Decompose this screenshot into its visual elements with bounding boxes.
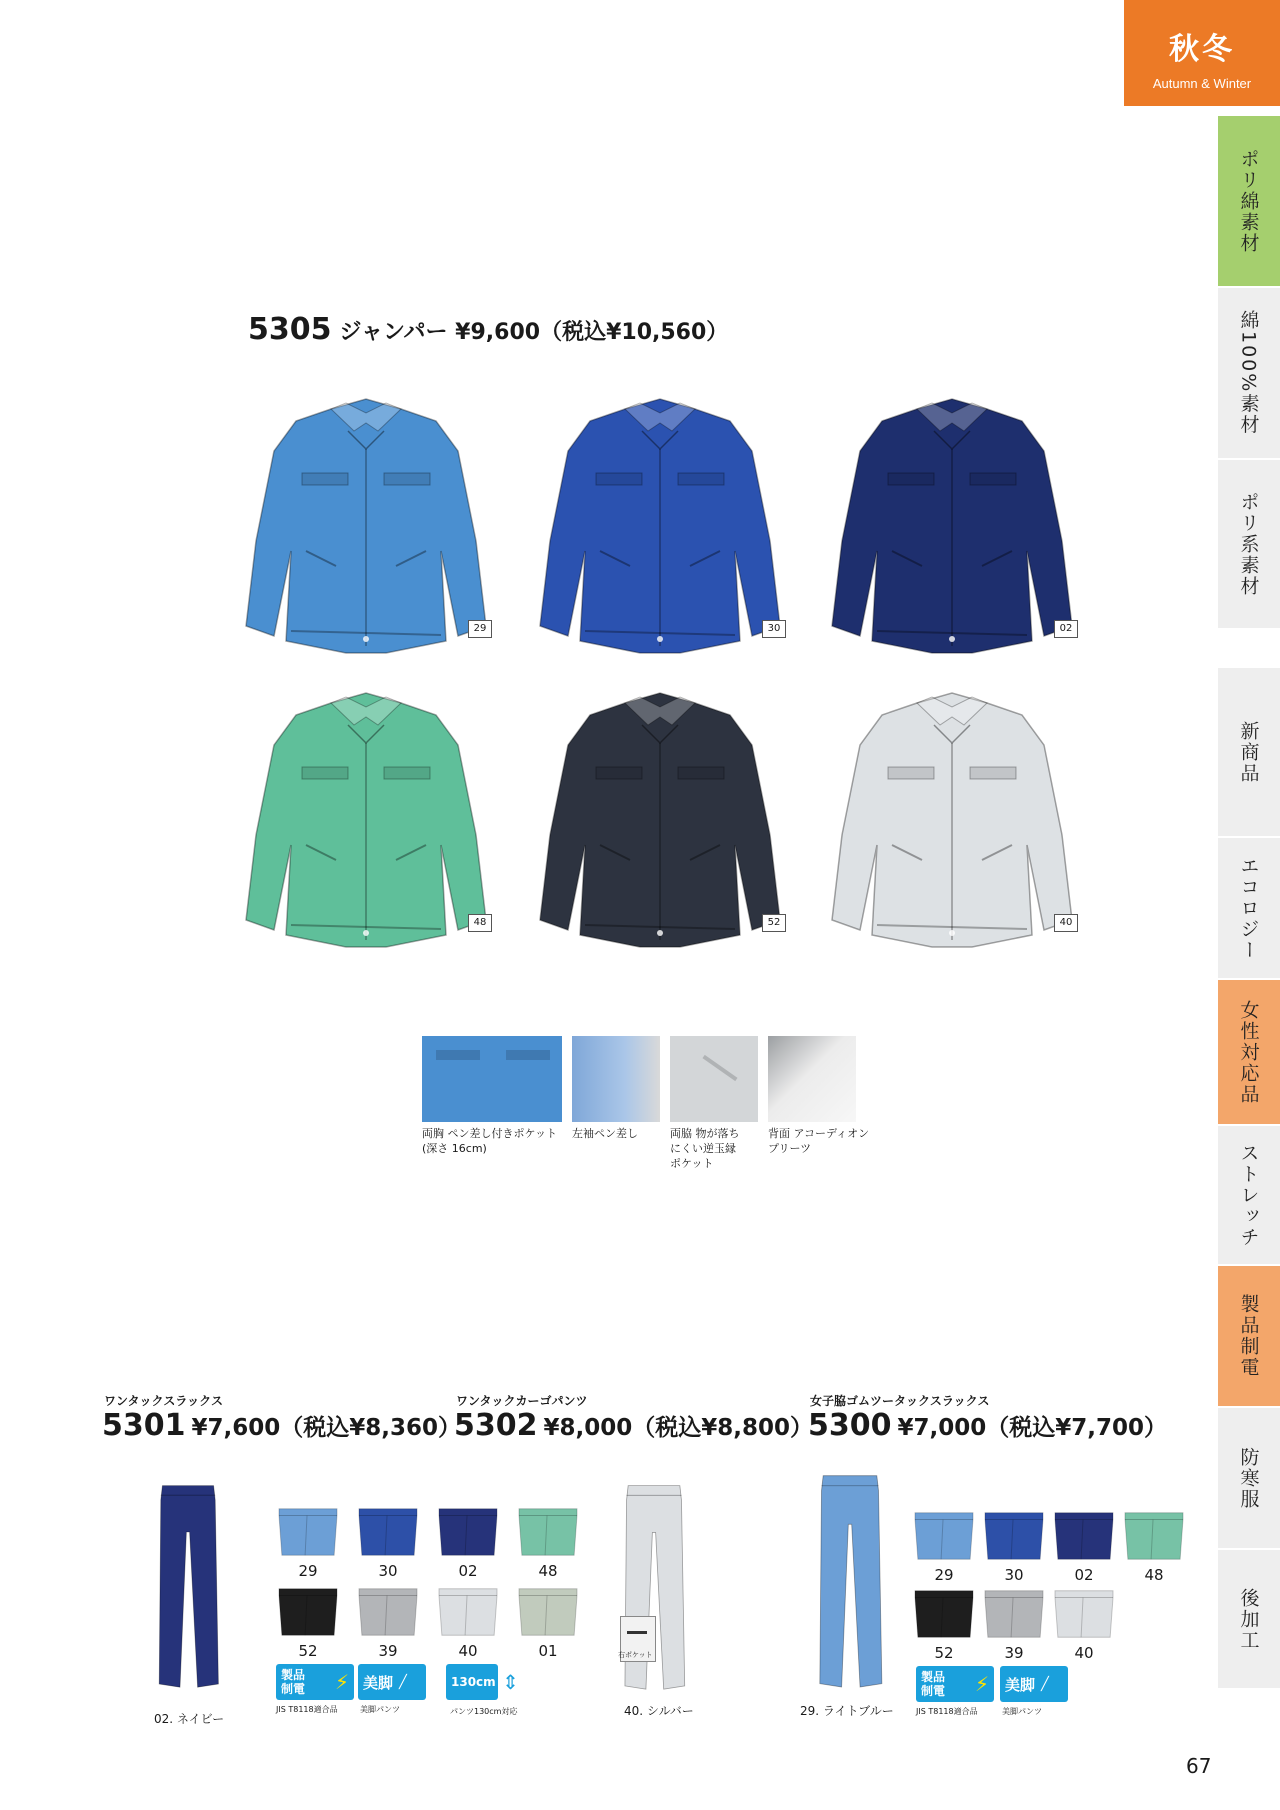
color-number-tag: 52 xyxy=(762,914,786,932)
detail-photo-side-pocket xyxy=(670,1036,758,1122)
antistatic-label: 製品 制電 xyxy=(281,1668,306,1696)
tab-polyester[interactable] xyxy=(1218,460,1280,630)
tab-antistatic[interactable] xyxy=(1218,1266,1280,1408)
season-title: 秋冬 xyxy=(1169,32,1235,67)
color-swatch xyxy=(1054,1508,1114,1564)
swatch-label: 01 xyxy=(538,1642,558,1660)
color-swatch xyxy=(984,1508,1044,1564)
color-swatch xyxy=(278,1584,338,1640)
jumper-code: 5305 xyxy=(248,312,332,347)
swatch-label: 39 xyxy=(378,1642,398,1660)
color-swatch xyxy=(358,1584,418,1640)
model-label: 40. シルバー xyxy=(624,1704,694,1718)
page-number: 67 xyxy=(1186,1754,1212,1778)
model-label: 02. ネイビー xyxy=(154,1712,225,1726)
product-heading xyxy=(102,1408,461,1443)
color-number-tag: 02 xyxy=(1054,620,1078,638)
tab-new-items[interactable] xyxy=(1218,668,1280,838)
color-number-tag: 29 xyxy=(468,620,492,638)
jumper-heading xyxy=(248,312,728,347)
tab-stretch[interactable] xyxy=(1218,1126,1280,1266)
color-swatch xyxy=(1124,1508,1184,1564)
tab-poly-cotton[interactable] xyxy=(1218,116,1280,288)
detail-caption: 左袖ペン差し xyxy=(572,1127,638,1140)
tab-ecology[interactable] xyxy=(1218,838,1280,980)
product-name: ワンタックスラックス xyxy=(104,1394,224,1408)
season-header xyxy=(1124,0,1280,106)
size-arrows-icon: ⇕ xyxy=(502,1670,519,1694)
tab-label: 製品制電 xyxy=(1237,1294,1260,1378)
detail-caption: 両脇 物が落ち にくい逆玉縁 ポケット xyxy=(670,1127,740,1170)
tab-label: 綿100%素材 xyxy=(1237,310,1260,436)
leg-icon: ╱ xyxy=(399,1674,407,1690)
swatch-label: 02 xyxy=(458,1562,478,1580)
color-number-tag: 30 xyxy=(762,620,786,638)
swatch-label: 52 xyxy=(298,1642,318,1660)
swatch-label: 40 xyxy=(458,1642,478,1660)
antistatic-note: JIS T8118適合品 xyxy=(916,1707,978,1716)
swatch-label: 39 xyxy=(1004,1644,1024,1662)
jacket-photo xyxy=(530,386,790,666)
slim-leg-note: 美脚パンツ xyxy=(1002,1707,1042,1716)
season-subtitle: Autumn & Winter xyxy=(1152,76,1252,91)
product-name: 女子脇ゴムツータックスラックス xyxy=(810,1394,990,1408)
swatch-label: 48 xyxy=(538,1562,558,1580)
product-price: ¥8,000（税込¥8,800） xyxy=(543,1415,814,1441)
color-swatch xyxy=(518,1584,578,1640)
slim-leg-badge xyxy=(1000,1666,1068,1702)
detail-caption: 背面 アコーディオン プリーツ xyxy=(768,1127,870,1155)
size-note: パンツ130cm対応 xyxy=(450,1707,518,1716)
tab-label: 女性対応品 xyxy=(1237,999,1260,1105)
tab-label: 防寒服 xyxy=(1237,1446,1260,1510)
size-label: 130cm xyxy=(451,1675,496,1689)
detail-photo-back-pleat xyxy=(768,1036,856,1122)
lightning-icon: ⚡ xyxy=(334,1670,349,1694)
tab-women[interactable] xyxy=(1218,980,1280,1126)
lightning-icon: ⚡ xyxy=(974,1672,989,1696)
swatch-label: 30 xyxy=(1004,1566,1024,1584)
color-number-tag: 40 xyxy=(1054,914,1078,932)
tab-winter[interactable] xyxy=(1218,1408,1280,1550)
jacket-photo xyxy=(822,386,1082,666)
product-code: 5300 xyxy=(808,1408,892,1443)
jacket-photo xyxy=(236,386,496,666)
product-price: ¥7,600（税込¥8,360） xyxy=(191,1415,462,1441)
color-swatch xyxy=(438,1584,498,1640)
tab-label: ポリ綿素材 xyxy=(1237,148,1260,254)
detail-photo-chest-pocket xyxy=(422,1036,562,1122)
tab-label: ポリ系素材 xyxy=(1237,491,1260,597)
swatch-label: 52 xyxy=(934,1644,954,1662)
leg-icon: ╱ xyxy=(1041,1676,1049,1692)
pants-photo-silver xyxy=(616,1484,692,1694)
color-swatch xyxy=(1054,1586,1114,1642)
product-price: ¥7,000（税込¥7,700） xyxy=(897,1415,1168,1441)
swatch-label: 30 xyxy=(378,1562,398,1580)
product-heading xyxy=(808,1408,1167,1443)
antistatic-badge xyxy=(916,1666,994,1702)
swatch-label: 29 xyxy=(298,1562,318,1580)
jacket-photo xyxy=(236,680,496,960)
pants-photo-lightblue xyxy=(812,1474,888,1692)
color-swatch xyxy=(438,1504,498,1560)
antistatic-note: JIS T8118適合品 xyxy=(276,1705,338,1714)
jacket-photo xyxy=(822,680,1082,960)
product-code: 5301 xyxy=(102,1408,186,1443)
color-swatch xyxy=(518,1504,578,1560)
jumper-title: ジャンパー ¥9,600（税込¥10,560） xyxy=(339,320,729,345)
slim-leg-note: 美脚パンツ xyxy=(360,1705,400,1714)
detail-photo-sleeve xyxy=(572,1036,660,1122)
antistatic-label: 製品 制電 xyxy=(921,1670,946,1698)
tab-label: 後加工 xyxy=(1237,1587,1260,1651)
slim-leg-label: 美脚 xyxy=(363,1673,394,1692)
slim-leg-label: 美脚 xyxy=(1005,1675,1036,1694)
antistatic-badge xyxy=(276,1664,354,1700)
swatch-label: 40 xyxy=(1074,1644,1094,1662)
color-swatch xyxy=(914,1586,974,1642)
pocket-note: 右ポケット xyxy=(618,1651,653,1659)
jacket-photo xyxy=(530,680,790,960)
swatch-label: 48 xyxy=(1144,1566,1164,1584)
color-swatch xyxy=(914,1508,974,1564)
color-swatch xyxy=(984,1586,1044,1642)
model-label: 29. ライトブルー xyxy=(800,1704,894,1718)
color-swatch xyxy=(358,1504,418,1560)
tab-post-processing[interactable] xyxy=(1218,1550,1280,1690)
tab-cotton[interactable] xyxy=(1218,288,1280,460)
tab-label: ストレッチ xyxy=(1237,1142,1260,1248)
color-swatch xyxy=(278,1504,338,1560)
size-badge xyxy=(446,1664,519,1700)
swatch-label: 29 xyxy=(934,1566,954,1584)
product-name: ワンタックカーゴパンツ xyxy=(456,1394,588,1408)
color-number-tag: 48 xyxy=(468,914,492,932)
detail-caption: 両胸 ペン差し付きポケット (深さ 16cm) xyxy=(422,1127,557,1155)
slim-leg-badge xyxy=(358,1664,426,1700)
swatch-label: 02 xyxy=(1074,1566,1094,1584)
product-code: 5302 xyxy=(454,1408,538,1443)
product-heading xyxy=(454,1408,813,1443)
tab-label: エコロジー xyxy=(1237,855,1260,961)
tab-label: 新商品 xyxy=(1237,720,1260,784)
pants-photo-navy xyxy=(150,1484,226,1692)
